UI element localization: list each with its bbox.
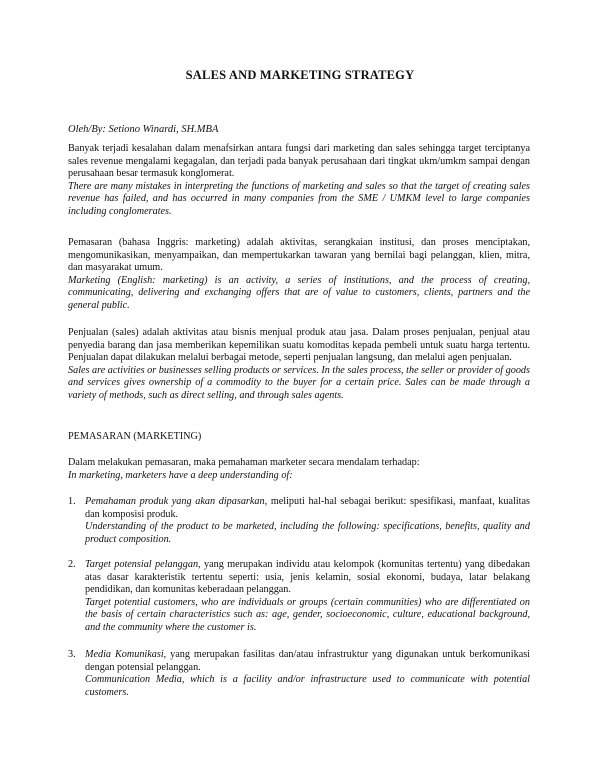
paragraph-sales-definition bbox=[68, 327, 530, 403]
list-item-en-text: Target potential customers, who are individuals or groups (certain communities) who are differentiated on the basis of certain characteristics such as: age, gender, socioeconomic, culture, educational background, and the community where the customer is. bbox=[85, 596, 530, 633]
list-item-term: Media Komunikasi bbox=[85, 649, 164, 660]
author-line: Oleh/By: Setiono Winardi, SH.MBA bbox=[68, 124, 219, 135]
paragraph-sales-en: Sales are activities or businesses selling products or services. In the sales process, the seller or provider of goods and services gives ownership of a commodity to the buyer for a certain price. Sales can be made through a variety of methods, such as direct selling, and through sales agents. bbox=[68, 364, 530, 401]
list-item-term: Pemahaman produk yang akan dipasarkan bbox=[85, 496, 265, 507]
list-item-id-text: , yang merupakan individu atau kelompok (komunitas tertentu) yang dibedakan atas dasar karakteristik tertentu seperti: usia, jenis kelamin, sosial ekonomi, budaya, latar belakang pendidikan, dan komunitas keberadaan pelanggan. bbox=[85, 559, 531, 596]
paragraph-intro bbox=[68, 143, 530, 219]
list-item bbox=[68, 649, 530, 699]
section-intro bbox=[68, 457, 530, 482]
document-title: SALES AND MARKETING STRATEGY bbox=[185, 68, 415, 82]
list-item-en-text: Communication Media, which is a facility and/or infrastructure used to communicate with potential customers. bbox=[85, 674, 530, 698]
section-intro-en: In marketing, marketers have a deep understanding of: bbox=[68, 469, 293, 481]
list-item bbox=[68, 559, 530, 635]
paragraph-sales-id: Penjualan (sales) adalah aktivitas atau bisnis menjual produk atau jasa. Dalam proses penjualan, penjual atau penyedia barang dan jasa memberikan kepemilikan suatu komoditas kepada pembeli untuk suatu harga tertentu. Penjualan dapat dilakukan melalui berbagai metode, seperti penjualan langsung, dan melalui agen penjualan. bbox=[68, 327, 530, 364]
list-item-number: 3. bbox=[68, 649, 76, 660]
paragraph-marketing-definition bbox=[68, 237, 530, 313]
paragraph-intro-en: There are many mistakes in interpreting the functions of marketing and sales so that the target of creating sales revenue has failed, and has occurred in many companies from the SME / UMKM level to large companies including conglomerates. bbox=[68, 180, 530, 217]
list-item bbox=[68, 496, 530, 546]
list-item-number: 2. bbox=[68, 559, 76, 570]
section-intro-id: Dalam melakukan pemasaran, maka pemahaman marketer secara mendalam terhadap: bbox=[68, 457, 420, 468]
paragraph-marketing-en: Marketing (English: marketing) is an activity, a series of institutions, and the process of creating, communicating, delivering and exchanging offers that are of value to customers, clients, partners and the general public. bbox=[68, 274, 530, 311]
list-item-number: 1. bbox=[68, 496, 76, 507]
list-item-en-text: Understanding of the product to be marketed, including the following: specifications, benefits, quality and product composition. bbox=[85, 521, 530, 545]
list-item-id-text: , meliputi hal-hal sebagai berikut: spesifikasi, manfaat, kualitas dan komposisi produk. bbox=[85, 496, 530, 520]
paragraph-intro-id: Banyak terjadi kesalahan dalam menafsirkan antara fungsi dari marketing dan sales sehingga target terciptanya sales revenue mengalami kegagalan, dan terjadi pada banyak perusahaan dari tingkat ukm/umkm sampai dengan perusahaan besar termasuk konglomerat. bbox=[68, 143, 530, 180]
section-heading-marketing: PEMASARAN (MARKETING) bbox=[68, 431, 202, 442]
paragraph-marketing-id: Pemasaran (bahasa Inggris: marketing) adalah aktivitas, serangkaian institusi, dan proses menciptakan, mengomunikasikan, menyampaikan, dan mempertukarkan tawaran yang bernilai bagi pelanggan, klien, mitra, dan masyarakat umum. bbox=[68, 237, 530, 274]
list-item-id-text: , yang merupakan fasilitas dan/atau infrastruktur yang digunakan untuk berkomunikasi dengan potensial pelanggan. bbox=[85, 649, 531, 673]
list-item-term: Target potensial pelanggan bbox=[85, 559, 199, 570]
